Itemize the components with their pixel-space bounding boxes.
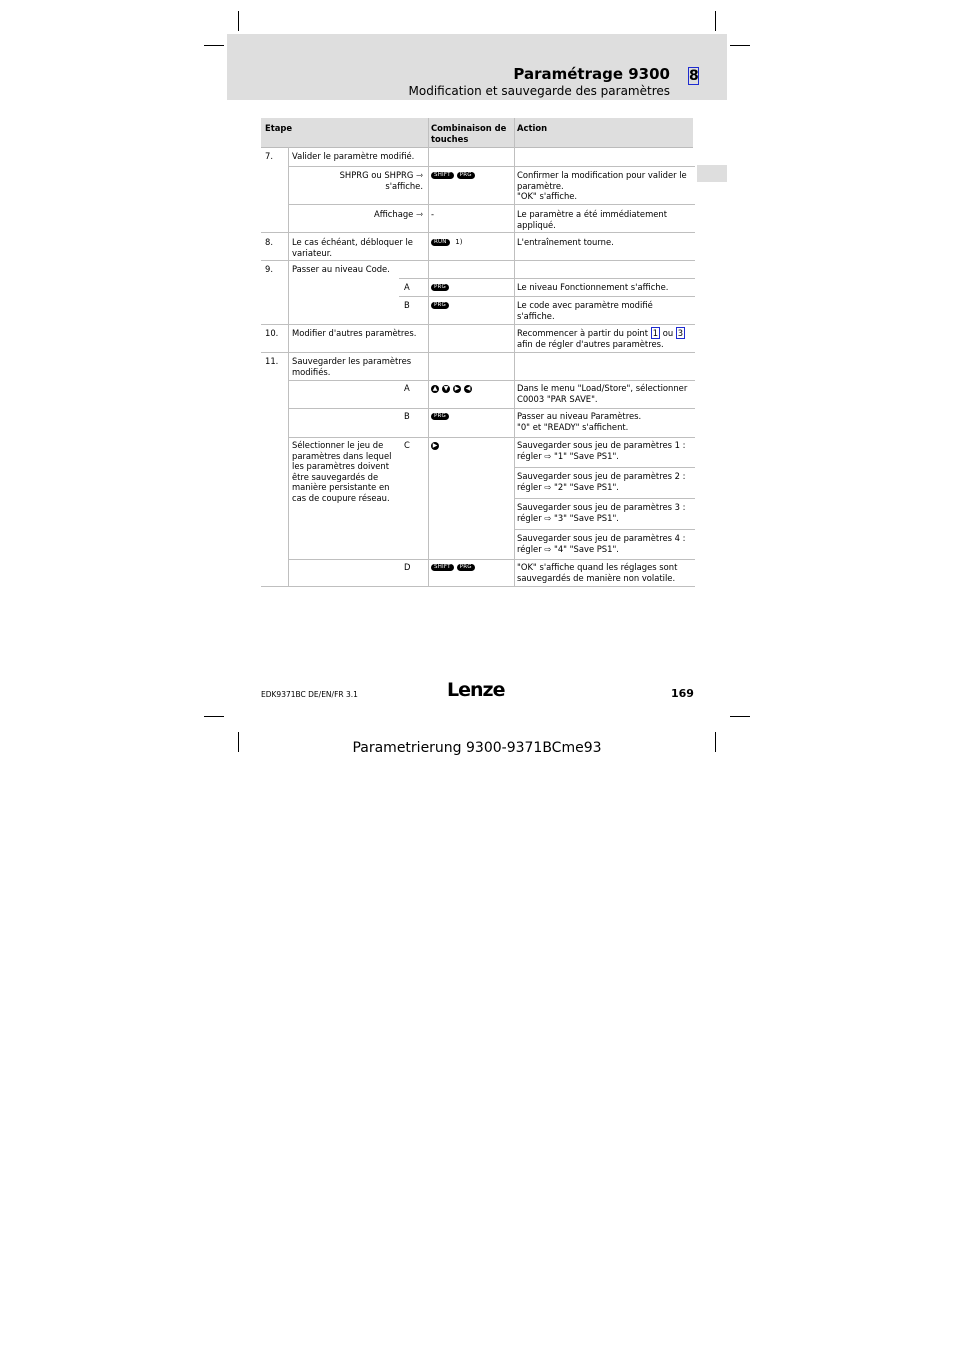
row-divider	[289, 166, 695, 167]
row-divider	[514, 498, 695, 499]
header-step: Etape	[265, 123, 293, 133]
document-caption: Parametrierung 9300-9371BCme93	[352, 740, 602, 756]
page-number: 169	[671, 687, 694, 700]
key-combination: -	[431, 209, 435, 219]
steps-table	[261, 118, 695, 583]
crop-mark	[204, 45, 224, 46]
crop-mark	[730, 45, 750, 46]
chapter-side-tab	[697, 165, 727, 182]
action-text: Le paramètre a été immédiatement appliqué.	[517, 209, 667, 230]
key-combination	[431, 170, 478, 181]
step-number: 7.	[265, 151, 273, 161]
up-arrow-icon: ▲	[432, 384, 438, 392]
action-text: Sauvegarder sous jeu de paramètres 3 : régler ⇨ "3" "Save PS1".	[517, 502, 686, 523]
header-action: Action	[517, 123, 548, 133]
step-number: 9.	[265, 264, 273, 274]
chapter-badge[interactable]: 8	[689, 68, 699, 84]
action-text: Sauvegarder sous jeu de paramètres 4 : régler ⇨ "4" "Save PS1".	[517, 533, 686, 554]
row-divider	[289, 204, 695, 205]
action-text	[517, 328, 695, 349]
sub-step: B	[404, 300, 410, 310]
step-text: Passer au niveau Code.	[292, 264, 390, 274]
row-divider	[261, 232, 695, 233]
step-text: Modifier d'autres paramètres.	[292, 328, 417, 338]
sub-label: SHPRG ou SHPRG ⇾ s'affiche.	[339, 170, 423, 191]
row-divider	[289, 559, 695, 560]
prg-key-icon: PRG	[457, 172, 475, 179]
shift-key-icon: SHIFT	[431, 172, 454, 179]
down-arrow-icon: ▼	[443, 384, 449, 392]
row-divider	[399, 278, 695, 279]
action-text: Le niveau Fonctionnement s'affiche.	[517, 282, 669, 292]
step-link-3[interactable]: 3	[677, 328, 684, 338]
header-keys: Combinaison de touches	[431, 123, 507, 144]
key-combination	[431, 411, 452, 422]
right-arrow-icon: ▶	[432, 441, 438, 449]
right-arrow-icon: ▶	[454, 384, 460, 392]
step-text: Sélectionner le jeu de paramètres dans lequel les paramètres doivent être sauvegardés de manière persistante en cas de coupure réseau.	[292, 440, 392, 503]
prg-key-icon: PRG	[457, 564, 475, 571]
step-text: Valider le paramètre modifié.	[292, 151, 415, 161]
row-divider	[399, 296, 695, 297]
step-number: 10.	[265, 328, 279, 338]
key-combination	[431, 282, 452, 293]
page-title: Paramétrage 9300	[513, 65, 670, 83]
sub-step: B	[404, 411, 410, 421]
step-number: 11.	[265, 356, 279, 366]
step-number: 8.	[265, 237, 273, 247]
page-subtitle: Modification et sauvegarde des paramètres	[408, 84, 670, 98]
row-divider	[261, 260, 695, 261]
action-text: Dans le menu "Load/Store", sélectionner C0003 "PAR SAVE".	[517, 383, 688, 404]
lenze-logo: Lenze	[447, 679, 505, 701]
sub-step: D	[404, 562, 411, 572]
action-text: Le code avec paramètre modifié s'affiche.	[517, 300, 653, 321]
key-combination	[431, 237, 462, 248]
action-text-part: ou	[660, 328, 676, 338]
sub-label: Affichage ⇾	[373, 209, 423, 219]
row-divider	[514, 467, 695, 468]
row-divider	[261, 586, 695, 587]
row-divider	[261, 352, 695, 353]
action-text: Passer au niveau Paramètres. "0" et "READY" s'affichent.	[517, 411, 642, 432]
key-combination	[431, 383, 475, 394]
sub-step: A	[404, 282, 410, 292]
crop-mark	[730, 716, 750, 717]
column-divider	[288, 147, 289, 587]
crop-mark	[715, 11, 716, 31]
shift-key-icon: SHIFT	[431, 564, 454, 571]
footnote-ref: 1)	[455, 238, 463, 246]
row-divider	[289, 437, 695, 438]
document-code: EDK9371BC DE/EN/FR 3.1	[261, 690, 358, 699]
table-header	[261, 118, 693, 148]
action-text: L'entraînement tourne.	[517, 237, 614, 247]
row-divider	[514, 529, 695, 530]
left-arrow-icon: ◀	[465, 384, 471, 392]
prg-key-icon: PRG	[431, 413, 449, 420]
sub-step: C	[404, 440, 410, 450]
run-key-icon: RUN	[431, 239, 450, 246]
step-text: Sauvegarder les paramètres modifiés.	[292, 356, 412, 377]
action-text: Sauvegarder sous jeu de paramètres 1 : régler ⇨ "1" "Save PS1".	[517, 440, 686, 461]
action-text-part: Recommencer à partir du point	[517, 328, 651, 338]
row-divider	[289, 408, 695, 409]
step-link-1[interactable]: 1	[652, 328, 659, 338]
prg-key-icon: PRG	[431, 302, 449, 309]
sub-step: A	[404, 383, 410, 393]
key-combination	[431, 300, 452, 311]
step-text: Le cas échéant, débloquer le variateur.	[292, 237, 413, 258]
key-combination	[431, 440, 442, 451]
row-divider	[289, 380, 695, 381]
row-divider	[261, 324, 695, 325]
action-text: Sauvegarder sous jeu de paramètres 2 : régler ⇨ "2" "Save PS1".	[517, 471, 686, 492]
key-combination	[431, 562, 478, 573]
crop-mark	[238, 11, 239, 31]
action-text-part: afin de régler d'autres paramètres.	[517, 338, 664, 349]
action-text: "OK" s'affiche quand les réglages sont sauvegardés de manière non volatile.	[517, 562, 678, 583]
crop-mark	[204, 716, 224, 717]
action-text: Confirmer la modification pour valider le paramètre. "OK" s'affiche.	[517, 170, 687, 201]
prg-key-icon: PRG	[431, 284, 449, 291]
